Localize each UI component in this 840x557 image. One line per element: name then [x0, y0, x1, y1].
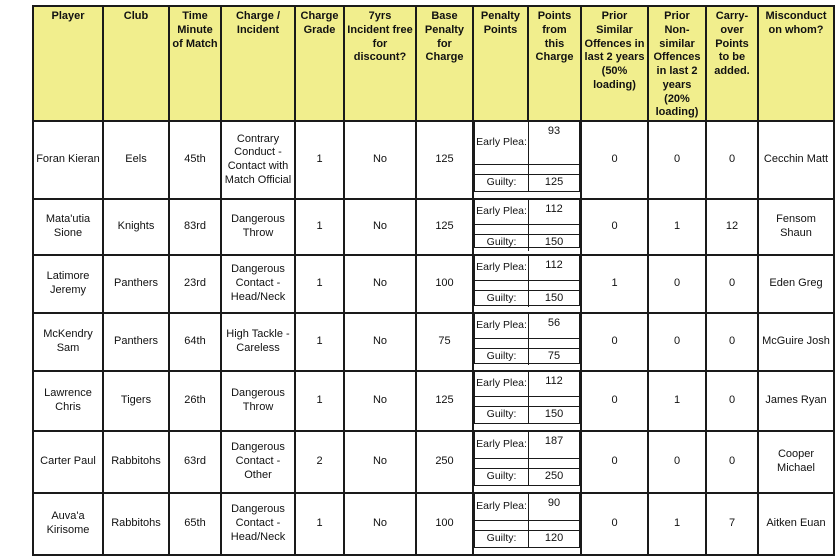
misconduct-cell: Fensom Shaun [758, 199, 834, 255]
charge-cell: High Tackle - Careless [221, 313, 295, 371]
base-penalty-cell: 100 [416, 493, 473, 555]
discount-cell: No [344, 255, 416, 313]
misconduct-cell: Aitken Euan [758, 493, 834, 555]
carry-over-cell: 0 [706, 255, 758, 313]
plea-spacer-value [529, 521, 579, 530]
table-row [33, 431, 834, 493]
player-cell: Auva'a Kirisome [33, 493, 103, 555]
misconduct-cell: Cecchin Matt [758, 121, 834, 199]
header-carry-over: Carry-over Points to be added. [706, 6, 758, 121]
early-plea-points: 56 [547, 317, 561, 329]
misconduct-cell: Eden Greg [758, 255, 834, 313]
header-prior-nonsimilar: Prior Non-similar Offences in last 2 years (20% loading) [648, 6, 706, 121]
club-cell: Eels [103, 121, 169, 199]
table-header [33, 6, 834, 121]
prior-nonsimilar-cell: 0 [648, 121, 706, 199]
early-plea-label: Early Plea: [475, 372, 529, 396]
minute-cell: 65th [169, 493, 221, 555]
early-plea-label: Early Plea: [475, 314, 529, 338]
minute-cell: 64th [169, 313, 221, 371]
grade-cell: 1 [295, 371, 344, 431]
early-plea-row [475, 122, 579, 164]
penalty-points-cell [473, 313, 581, 371]
early-plea-points: 112 [545, 203, 563, 215]
plea-spacer-value [529, 397, 579, 406]
plea-spacer-row [475, 164, 579, 174]
player-cell: Latimore Jeremy [33, 255, 103, 313]
minute-cell: 83rd [169, 199, 221, 255]
guilty-row [475, 530, 579, 547]
prior-similar-cell: 1 [581, 255, 648, 313]
table-row [33, 121, 834, 199]
header-penalty-points: Penalty Points [473, 6, 528, 121]
discount-cell: No [344, 371, 416, 431]
minute-cell: 45th [169, 121, 221, 199]
plea-spacer-row [475, 520, 579, 530]
charge-cell: Dangerous Contact - Other [221, 431, 295, 493]
plea-spacer-value [529, 165, 579, 174]
penalty-points-cell [473, 431, 581, 493]
plea-spacer-label [475, 225, 529, 234]
early-plea-points: 112 [545, 375, 563, 387]
plea-spacer-label [475, 521, 529, 530]
plea-subgrid [474, 200, 580, 248]
player-cell: McKendry Sam [33, 313, 103, 371]
early-plea-row [475, 200, 579, 224]
header-discount: 7yrs Incident free for discount? [344, 6, 416, 121]
charge-cell: Dangerous Contact - Head/Neck [221, 493, 295, 555]
early-plea-label: Early Plea: [475, 256, 529, 280]
guilty-points: 250 [544, 470, 564, 483]
plea-spacer-label [475, 281, 529, 290]
plea-spacer-row [475, 280, 579, 290]
plea-spacer-row [475, 338, 579, 348]
player-cell: Lawrence Chris [33, 371, 103, 431]
charge-cell: Dangerous Throw [221, 199, 295, 255]
header-misconduct: Misconduct on whom? [758, 6, 834, 121]
penalty-points-cell [473, 199, 581, 255]
prior-similar-cell: 0 [581, 493, 648, 555]
player-cell: Foran Kieran [33, 121, 103, 199]
prior-similar-cell: 0 [581, 313, 648, 371]
charge-cell: Dangerous Throw [221, 371, 295, 431]
early-plea-label: Early Plea: [475, 494, 529, 520]
early-plea-points: 93 [547, 125, 561, 137]
prior-nonsimilar-cell: 1 [648, 493, 706, 555]
discount-cell: No [344, 431, 416, 493]
prior-similar-cell: 0 [581, 431, 648, 493]
minute-cell: 23rd [169, 255, 221, 313]
guilty-label: Guilty: [475, 349, 529, 365]
early-plea-row [475, 314, 579, 338]
plea-subgrid [474, 314, 580, 364]
guilty-label: Guilty: [475, 235, 529, 251]
discount-cell: No [344, 121, 416, 199]
plea-spacer-value [529, 459, 579, 468]
penalty-points-cell [473, 121, 581, 199]
guilty-points: 150 [544, 408, 564, 421]
carry-over-cell: 0 [706, 313, 758, 371]
club-cell: Panthers [103, 255, 169, 313]
prior-nonsimilar-cell: 0 [648, 313, 706, 371]
prior-nonsimilar-cell: 0 [648, 431, 706, 493]
guilty-label: Guilty: [475, 469, 529, 485]
guilty-points: 150 [544, 292, 564, 305]
plea-spacer-label [475, 165, 529, 174]
player-cell: Carter Paul [33, 431, 103, 493]
plea-spacer-row [475, 396, 579, 406]
header-row [33, 6, 834, 121]
grade-cell: 1 [295, 199, 344, 255]
prior-similar-cell: 0 [581, 371, 648, 431]
guilty-points: 150 [544, 236, 564, 249]
prior-nonsimilar-cell: 1 [648, 199, 706, 255]
early-plea-label: Early Plea: [475, 200, 529, 224]
plea-spacer-value [529, 281, 579, 290]
table-body [33, 121, 834, 555]
plea-spacer-label [475, 339, 529, 348]
header-grade: Charge Grade [295, 6, 344, 121]
plea-subgrid [474, 122, 580, 192]
grade-cell: 1 [295, 255, 344, 313]
carry-over-cell: 7 [706, 493, 758, 555]
penalty-points-cell [473, 493, 581, 555]
early-plea-points: 187 [544, 435, 564, 447]
table-row [33, 493, 834, 555]
judiciary-charges-table [32, 5, 835, 556]
header-charge: Charge / Incident [221, 6, 295, 121]
penalty-points-cell [473, 371, 581, 431]
carry-over-cell: 0 [706, 121, 758, 199]
prior-nonsimilar-cell: 0 [648, 255, 706, 313]
early-plea-label: Early Plea: [475, 432, 529, 458]
player-cell: Mata'utia Sione [33, 199, 103, 255]
table-row [33, 313, 834, 371]
early-plea-row [475, 256, 579, 280]
base-penalty-cell: 250 [416, 431, 473, 493]
guilty-row [475, 234, 579, 251]
plea-spacer-value [529, 339, 579, 348]
early-plea-row [475, 432, 579, 458]
table-row [33, 255, 834, 313]
prior-similar-cell: 0 [581, 199, 648, 255]
base-penalty-cell: 125 [416, 199, 473, 255]
club-cell: Rabbitohs [103, 431, 169, 493]
minute-cell: 26th [169, 371, 221, 431]
base-penalty-cell: 125 [416, 371, 473, 431]
guilty-row [475, 348, 579, 365]
guilty-row [475, 468, 579, 485]
plea-subgrid [474, 494, 580, 548]
plea-spacer-row [475, 458, 579, 468]
grade-cell: 2 [295, 431, 344, 493]
discount-cell: No [344, 313, 416, 371]
guilty-label: Guilty: [475, 407, 529, 423]
plea-spacer-label [475, 459, 529, 468]
carry-over-cell: 12 [706, 199, 758, 255]
base-penalty-cell: 75 [416, 313, 473, 371]
plea-subgrid [474, 256, 580, 306]
table-row [33, 371, 834, 431]
early-plea-points: 112 [545, 259, 563, 271]
guilty-label: Guilty: [475, 291, 529, 307]
charge-cell: Contrary Conduct - Contact with Match Official [221, 121, 295, 199]
header-minute: Time Minute of Match [169, 6, 221, 121]
plea-spacer-label [475, 397, 529, 406]
guilty-label: Guilty: [475, 531, 529, 547]
misconduct-cell: James Ryan [758, 371, 834, 431]
grade-cell: 1 [295, 121, 344, 199]
club-cell: Tigers [103, 371, 169, 431]
club-cell: Panthers [103, 313, 169, 371]
early-plea-row [475, 494, 579, 520]
grade-cell: 1 [295, 493, 344, 555]
guilty-label: Guilty: [475, 175, 529, 191]
prior-nonsimilar-cell: 1 [648, 371, 706, 431]
plea-spacer-row [475, 224, 579, 234]
minute-cell: 63rd [169, 431, 221, 493]
plea-subgrid [474, 432, 580, 486]
base-penalty-cell: 125 [416, 121, 473, 199]
guilty-row [475, 290, 579, 307]
header-club: Club [103, 6, 169, 121]
charge-cell: Dangerous Contact - Head/Neck [221, 255, 295, 313]
penalty-points-cell [473, 255, 581, 313]
guilty-row [475, 174, 579, 191]
base-penalty-cell: 100 [416, 255, 473, 313]
discount-cell: No [344, 199, 416, 255]
guilty-points: 125 [544, 176, 564, 189]
guilty-points: 75 [547, 350, 561, 363]
table-row [33, 199, 834, 255]
header-player: Player [33, 6, 103, 121]
club-cell: Rabbitohs [103, 493, 169, 555]
prior-similar-cell: 0 [581, 121, 648, 199]
guilty-points: 120 [544, 532, 564, 545]
header-points-from-charge: Points from this Charge [528, 6, 581, 121]
early-plea-points: 90 [547, 497, 561, 509]
discount-cell: No [344, 493, 416, 555]
early-plea-label: Early Plea: [475, 122, 529, 164]
guilty-row [475, 406, 579, 423]
misconduct-cell: Cooper Michael [758, 431, 834, 493]
club-cell: Knights [103, 199, 169, 255]
header-prior-similar: Prior Similar Offences in last 2 years (50% loading) [581, 6, 648, 121]
carry-over-cell: 0 [706, 371, 758, 431]
plea-spacer-value [529, 225, 579, 234]
grade-cell: 1 [295, 313, 344, 371]
plea-subgrid [474, 372, 580, 424]
header-base-penalty: Base Penalty for Charge [416, 6, 473, 121]
carry-over-cell: 0 [706, 431, 758, 493]
early-plea-row [475, 372, 579, 396]
misconduct-cell: McGuire Josh [758, 313, 834, 371]
